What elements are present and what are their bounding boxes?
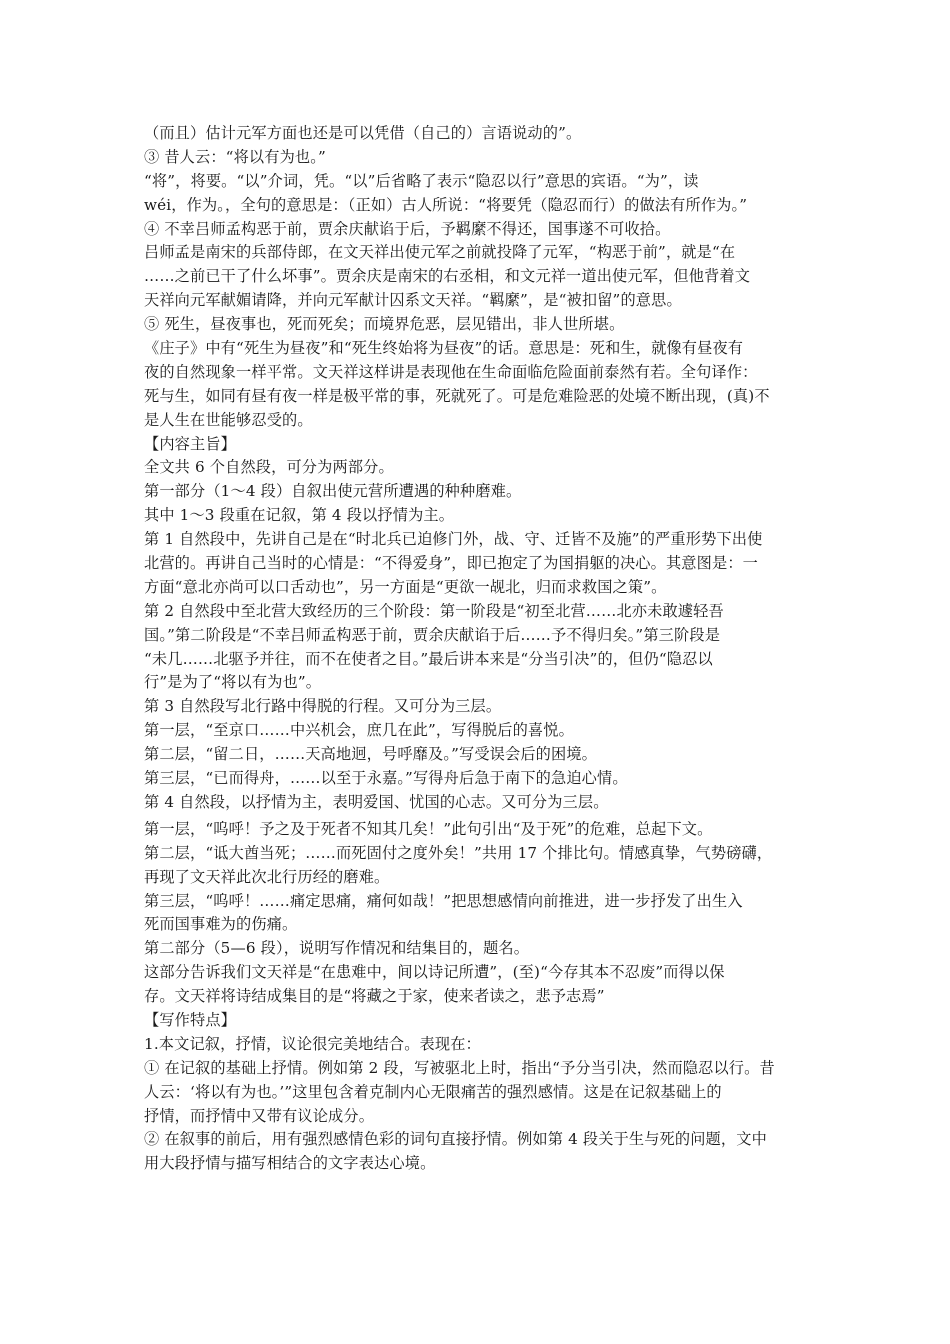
text-line: 用大段抒情与描写相结合的文字表达心境。 xyxy=(144,1154,436,1173)
text-line: ……之前已干了什么坏事”。贾余庆是南宋的右丞相，和文元祥一道出使元军，但他背着文 xyxy=(144,267,751,286)
text-line: 《庄子》中有“死生为昼夜”和“死生终始将为昼夜”的话。意思是：死和生，就像有昼夜有 xyxy=(144,339,744,358)
text-line: ② 在叙事的前后，用有强烈感情色彩的词句直接抒情。例如第 4 段关于生与死的问题，文中 xyxy=(144,1130,767,1149)
document-body xyxy=(144,122,808,1176)
text-line: ③ 昔人云：“将以有为也。” xyxy=(144,147,326,166)
text-line: 国。”第二阶段是“不幸吕师孟构恶于前，贾余庆献谄于后……予不得归矣。”第三阶段是 xyxy=(144,625,721,644)
text-line: 1.本文记叙，抒情，议论很完美地结合。表现在： xyxy=(144,1034,481,1053)
text-line: 第二层，“留二日，……天高地迥，号呼靡及。”写受误会后的困境。 xyxy=(144,745,598,764)
text-line: ④ 不幸吕师孟构恶于前，贾余庆献谄于后，予羁縻不得还，国事遂不可收拾。 xyxy=(144,219,671,238)
text-line: “将”，将要。“以”介词，凭。“以”后省略了表示“隐忍以行”意思的宾语。“为”，读 xyxy=(144,171,699,190)
text-line: ⑤ 死生，昼夜事也，死而死矣；而境界危恶，层见错出，非人世所堪。 xyxy=(144,315,625,334)
text-line: 方面“意北亦尚可以口舌动也”，另一方面是“更欲一觇北，归而求救国之策”。 xyxy=(144,577,667,596)
text-line: wéi，作为。，全句的意思是：（正如）古人所说：“将要凭（隐忍而行）的做法有所作为。” xyxy=(144,195,748,214)
text-line: 是人生在世能够忍受的。 xyxy=(144,410,313,429)
section-heading: 【写作特点】 xyxy=(144,1010,237,1029)
text-line: 第三层，“已而得舟，……以至于永嘉。”写得舟后急于南下的急迫心情。 xyxy=(144,769,628,788)
text-line: 抒情，而抒情中又带有议论成分。 xyxy=(144,1106,375,1125)
text-line: 第一部分（1～4 段）自叙出使元营所遭遇的种种磨难。 xyxy=(144,482,522,501)
text-line: 第一层，“呜呼！予之及于死者不知其几矣！”此句引出“及于死”的危难，总起下文。 xyxy=(144,819,713,838)
text-line: 其中 1～3 段重在记叙，第 4 段以抒情为主。 xyxy=(144,506,455,525)
text-line: 第 1 自然段中，先讲自己是在“时北兵已迫修门外，战、守、迁皆不及施”的严重形势下出使 xyxy=(144,530,763,549)
text-line: 第三层，“呜呼！……痛定思痛，痛何如哉！”把思想感情向前推进，进一步抒发了出生入 xyxy=(144,891,743,910)
text-line: 死与生，如同有昼有夜一样是极平常的事，死就死了。可是危难险恶的处境不断出现，(真)不 xyxy=(144,386,770,405)
text-line: 第二层，“诋大酋当死；……而死固付之度外矣！”共用 17 个排比句。情感真挚，气势磅礴， xyxy=(144,843,773,862)
text-line: 人云：‘将以有为也。’”这里包含着克制内心无限痛苦的强烈感情。这是在记叙基础上的 xyxy=(144,1082,722,1101)
text-line: 北营的。再讲自己当时的心情是：“不得爱身”，即已抱定了为国捐躯的决心。其意图是：一 xyxy=(144,554,758,573)
text-line: 吕师孟是南宋的兵部侍郎，在文天祥出使元军之前就投降了元军，“构恶于前”，就是“在 xyxy=(144,243,736,262)
text-line: 全文共 6 个自然段，可分为两部分。 xyxy=(144,458,394,477)
text-line: 第 2 自然段中至北营大致经历的三个阶段：第一阶段是“初至北营……北亦未敢遽轻吾 xyxy=(144,601,724,620)
text-line: 行”是为了“将以有为也”。 xyxy=(144,673,322,692)
text-line: 夜的自然现象一样平常。文天祥这样讲是表现他在生命面临危险面前泰然有若。全句译作： xyxy=(144,362,758,381)
text-line: 再现了文天祥此次北行历经的磨难。 xyxy=(144,867,390,886)
text-line: 第 4 自然段，以抒情为主，表明爱国、忧国的心志。又可分为三层。 xyxy=(144,792,609,811)
text-line: 存。文天祥将诗结成集目的是“将藏之于家，使来者读之，悲予志焉” xyxy=(144,987,605,1006)
text-line: 第二部分（5—6 段），说明写作情况和结集目的，题名。 xyxy=(144,939,530,958)
text-line: （而且）估计元军方面也还是可以凭借（自己的）言语说动的”。 xyxy=(144,124,582,142)
text-line: 第 3 自然段写北行路中得脱的行程。又可分为三层。 xyxy=(144,697,502,716)
section-heading: 【内容主旨】 xyxy=(144,434,237,453)
text-line: 这部分告诉我们文天祥是“在患难中，间以诗记所遭”，(至)“今存其本不忍废”而得以保 xyxy=(144,963,725,982)
text-line: “未几……北驱予并往，而不在使者之目。”最后讲本来是“分当引决”的，但仍“隐忍以 xyxy=(144,649,713,668)
text-line: 天祥向元军献媚请降，并向元军献计囚系文天祥。“羁縻”，是“被扣留”的意思。 xyxy=(144,291,682,310)
text-line: 死而国事难为的伤痛。 xyxy=(144,915,298,934)
text-line: 第一层，“至京口……中兴机会，庶几在此”，写得脱后的喜悦。 xyxy=(144,721,574,740)
text-line: ① 在记叙的基础上抒情。例如第 2 段，写被驱北上时，指出“予分当引决，然而隐忍以行。昔 xyxy=(144,1058,775,1077)
